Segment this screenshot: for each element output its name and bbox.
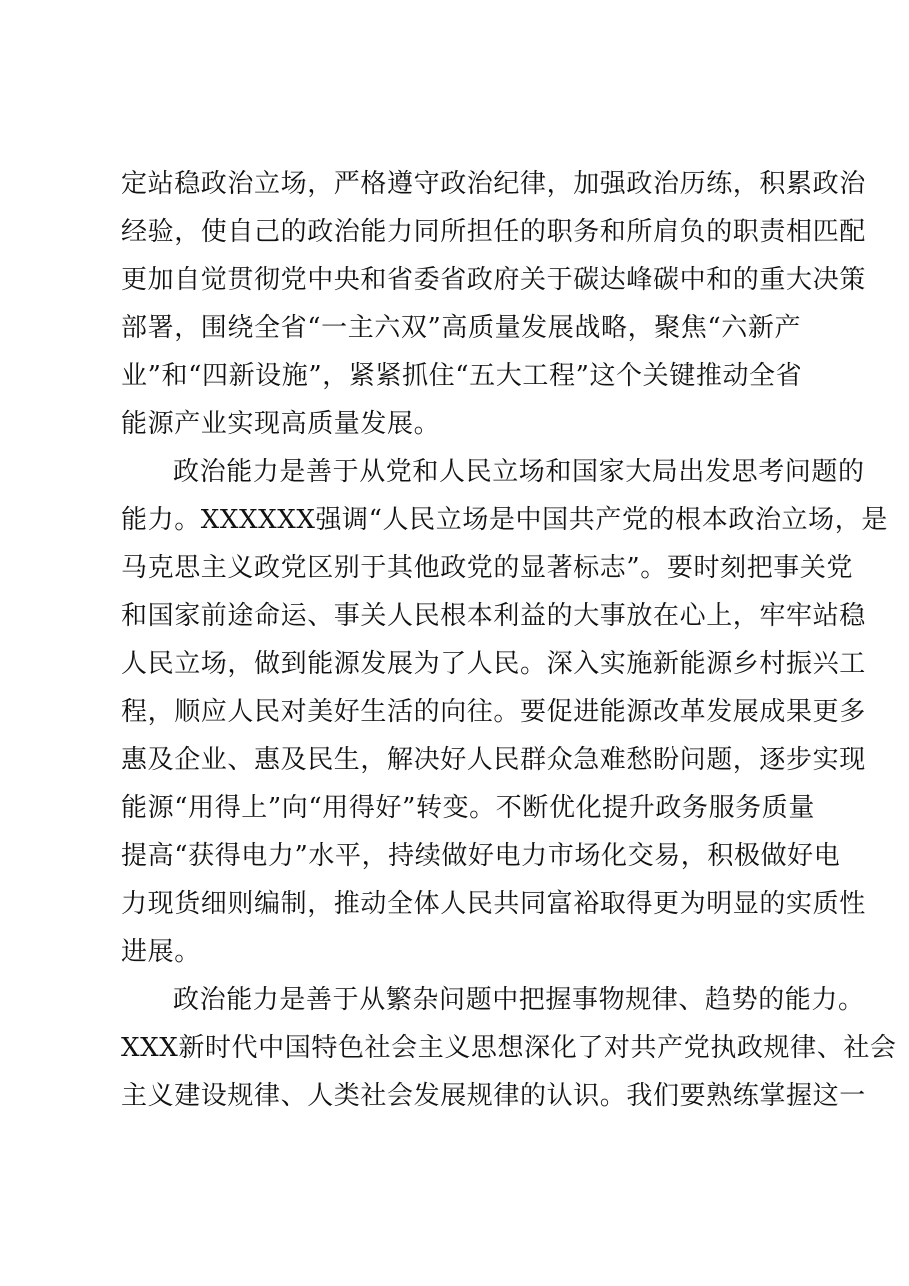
- text-line: 经验，使自己的政治能力同所担任的职务和所肩负的职责相匹配: [121, 217, 866, 247]
- document-body: [121, 160, 897, 1120]
- text-line: 进展。: [121, 937, 201, 967]
- text-line: 提高“获得电力”水平，持续做好电力市场化交易，积极做好电: [121, 841, 841, 871]
- text-line: 业”和“四新设施”，紧紧抓住“五大工程”这个关键推动全省: [121, 361, 803, 391]
- text-line: 主义建设规律、人类社会发展规律的认识。我们要熟练掌握这一: [121, 1081, 866, 1111]
- text-line: 能力。XXXXXX强调“人民立场是中国共产党的根本政治立场，是: [121, 505, 888, 535]
- paragraph-first-line: 政治能力是善于从党和人民立场和国家大局出发思考问题的: [173, 457, 865, 487]
- text-line: 更加自觉贯彻党中央和省委省政府关于碳达峰碳中和的重大决策: [121, 265, 866, 295]
- text-line: 部署，围绕全省“一主六双”高质量发展战略，聚焦“六新产: [121, 313, 802, 343]
- text-line: 程，顺应人民对美好生活的向往。要促进能源改革发展成果更多: [121, 697, 866, 727]
- text-line: 能源产业实现高质量发展。: [121, 409, 441, 439]
- text-line: XXX新时代中国特色社会主义思想深化了对共产党执政规律、社会: [121, 1033, 897, 1063]
- text-line: 惠及企业、惠及民生，解决好人民群众急难愁盼问题，逐步实现: [121, 745, 866, 775]
- text-line: 和国家前途命运、事关人民根本利益的大事放在心上，牢牢站稳: [121, 601, 866, 631]
- text-line: 人民立场，做到能源发展为了人民。深入实施新能源乡村振兴工: [121, 649, 866, 679]
- text-line: 能源“用得上”向“用得好”转变。不断优化提升政务服务质量: [121, 793, 815, 823]
- paragraph-first-line: 政治能力是善于从繁杂问题中把握事物规律、趋势的能力。: [173, 985, 865, 1015]
- text-line: 力现货细则编制，推动全体人民共同富裕取得更为明显的实质性: [121, 889, 866, 919]
- text-line: 定站稳政治立场，严格遵守政治纪律，加强政治历练，积累政治: [121, 169, 866, 199]
- text-line: 马克思主义政党区别于其他政党的显著标志”。要时刻把事关党: [121, 553, 854, 583]
